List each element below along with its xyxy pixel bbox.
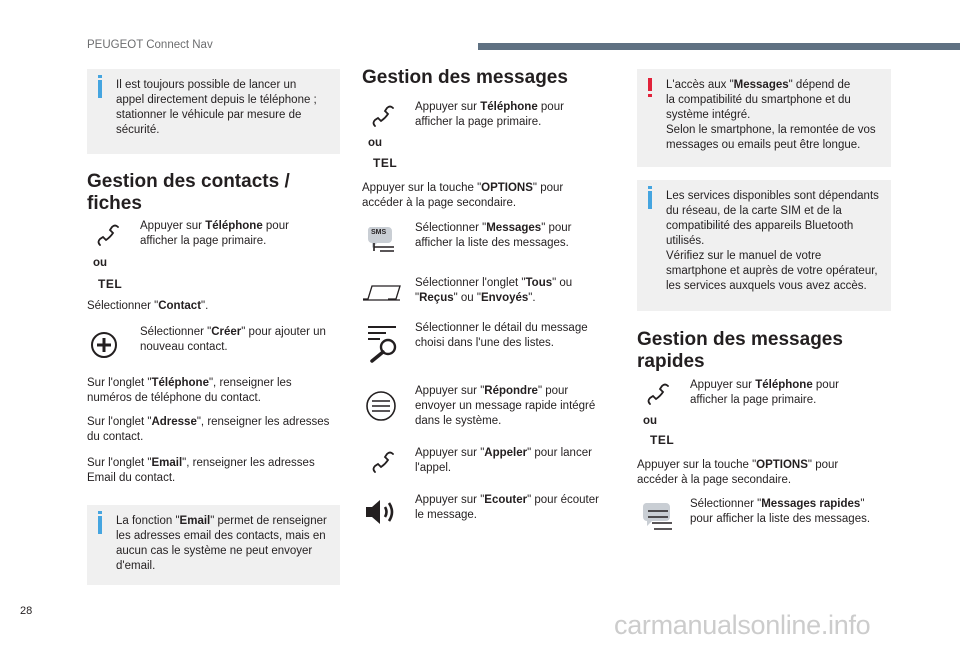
reply-icon [365, 390, 397, 422]
speaker-icon [364, 497, 398, 527]
step-listen-text: Appuyer sur "Ecouter" pour écouter le message. [415, 494, 599, 521]
watermark: carmanualsonline.info [614, 610, 871, 640]
step-phone-text: Appuyer sur Téléphone pour afficher la page primaire. [690, 379, 839, 406]
tel-button: TEL [373, 156, 398, 170]
heading-contacts: Gestion des contacts / fiches [87, 171, 290, 214]
warning-box-messages: L'accès aux "Messages" dépend de la compatibilité du smartphone et du système intégré. Selon le smartphone, la remontée de vos messages ou emails peut être longue. [637, 69, 891, 167]
tel-button: TEL [98, 277, 123, 291]
info-line: sécurité. [116, 124, 160, 136]
or-label: ou [93, 257, 108, 269]
step-quick-messages-text: Sélectionner "Messages rapides" pour afficher la liste des messages. [690, 498, 871, 525]
step-phone [637, 378, 891, 418]
info-icon [98, 516, 102, 534]
add-icon [90, 331, 120, 361]
quick-message-icon [642, 501, 674, 535]
step-detail [362, 321, 615, 366]
step-create-text: Sélectionner "Créer" pour ajouter un nouveau contact. [140, 326, 326, 353]
phone-icon [95, 223, 125, 253]
info-box-services: Les services disponibles sont dépendants du réseau, de la carte SIM et de la compatibilité des appareils Bluetooth utilisés. Vérifiez sur le manuel de votre smartphone et auprès de votre opérateur, les services auxquels vous avez accès. [637, 180, 891, 311]
select-contact: Sélectionner "Contact". [87, 300, 209, 312]
heading-messages: Gestion des messages [362, 67, 568, 88]
warning-icon [648, 78, 652, 91]
sms-badge: SMS [371, 229, 387, 236]
sms-icon [366, 223, 396, 253]
step-listen [362, 493, 615, 533]
tab-adresse-text: Sur l'onglet "Adresse", renseigner les adresses du contact. [87, 416, 330, 443]
options-text: Appuyer sur la touche "OPTIONS" pour accéder à la page secondaire. [637, 459, 839, 486]
step-messages [362, 221, 615, 261]
step-phone-text: Appuyer sur Téléphone pour afficher la page primaire. [415, 101, 564, 128]
header-bar [478, 43, 960, 50]
info-box-call [87, 69, 340, 154]
tab-email-text: Sur l'onglet "Email", renseigner les adresses Email du contact. [87, 457, 315, 484]
or-label: ou [368, 137, 383, 149]
step-create [87, 325, 340, 365]
step-phone [362, 100, 615, 140]
info-line: appel directement depuis le téléphone ; [116, 94, 317, 106]
info-icon [648, 191, 652, 209]
info-line: Il est toujours possible de lancer un [116, 79, 297, 91]
or-label: ou [643, 415, 658, 427]
heading-quick-messages: Gestion des messages rapides [637, 329, 843, 372]
tabs-icon [362, 282, 402, 312]
step-phone-text: Appuyer sur Téléphone pour afficher la page primaire. [140, 220, 289, 247]
step-messages-text: Sélectionner "Messages" pour afficher la liste des messages. [415, 222, 572, 249]
step-detail-text: Sélectionner le détail du message choisi dans l'une des listes. [415, 322, 588, 349]
phone-icon [370, 450, 400, 480]
step-tabs [362, 276, 615, 316]
page-number: 28 [20, 605, 33, 617]
info-line: stationner le véhicule par mesure de [116, 109, 302, 121]
options-text: Appuyer sur la touche "OPTIONS" pour accéder à la page secondaire. [362, 182, 564, 209]
step-call-text: Appuyer sur "Appeler" pour lancer l'appel. [415, 447, 592, 474]
step-phone [87, 219, 340, 259]
step-reply [362, 384, 615, 432]
step-call [362, 446, 615, 486]
info-icon [98, 80, 102, 98]
step-reply-text: Appuyer sur "Répondre" pour envoyer un message rapide intégré dans le système. [415, 385, 596, 427]
running-header: PEUGEOT Connect Nav [87, 39, 213, 51]
tel-button: TEL [650, 433, 675, 447]
phone-icon [645, 382, 675, 412]
info-box-email: La fonction "Email" permet de renseigner les adresses email des contacts, mais en aucun cas le système ne peut envoyer d'email. [87, 505, 340, 585]
step-tabs-text: Sélectionner l'onglet "Tous" ou "Reçus" ou "Envoyés". [415, 277, 573, 304]
list-search-icon [366, 323, 402, 363]
tab-telephone-text: Sur l'onglet "Téléphone", renseigner les numéros de téléphone du contact. [87, 377, 292, 404]
phone-icon [370, 104, 400, 134]
step-quick-messages [637, 497, 891, 537]
